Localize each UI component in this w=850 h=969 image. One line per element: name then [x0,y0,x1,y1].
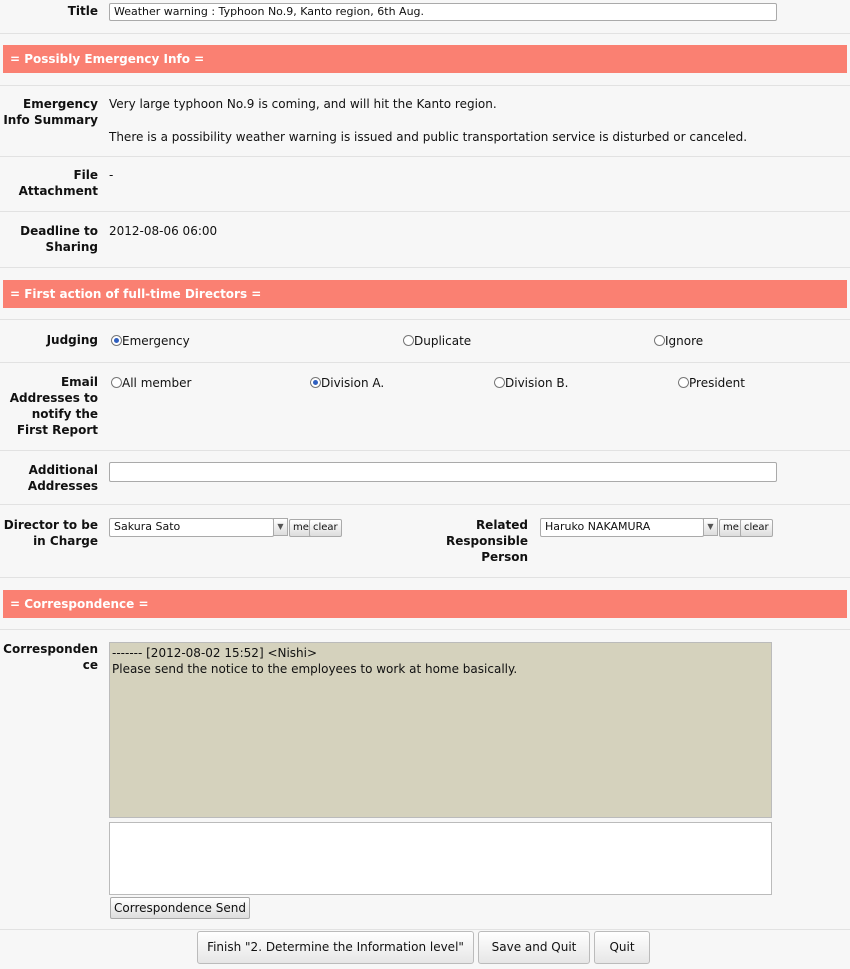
deadline-row [0,212,850,268]
file-row [0,156,850,212]
radio-dot-icon [678,377,689,388]
title-label: Title [67,4,98,18]
radio-dot-icon [111,377,122,388]
email-row [0,362,850,451]
radio-division-b[interactable] [494,375,568,391]
radio-ignore[interactable] [654,333,703,349]
chevron-down-icon[interactable]: ▼ [273,518,288,536]
section-first-action: = First action of full-time Directors = [3,280,847,308]
radio-dot-icon [654,335,665,346]
radio-label: All member [122,376,192,390]
additional-row [0,451,850,505]
correspondence-textarea[interactable] [109,822,772,895]
radio-division-a[interactable] [310,375,384,391]
log-header: ------- [2012-08-02 15:52] <Nishi> [112,646,318,660]
file-value: - [109,168,114,182]
related-select[interactable]: Haruko NAKAMURA [540,518,704,537]
additional-input[interactable] [109,462,777,482]
director-select[interactable]: Sakura Sato [109,518,274,537]
radio-dot-icon [310,377,321,388]
summary-row [0,85,850,157]
director-clear-button[interactable]: clear [309,519,342,537]
file-label: File Attachment [18,168,98,198]
related-label: Related Responsible Person [446,518,528,564]
related-me-button[interactable]: me [719,519,743,537]
judging-row [0,319,850,363]
radio-label: Emergency [122,334,190,348]
deadline-value: 2012-08-06 06:00 [109,224,218,238]
radio-label: Ignore [665,334,704,348]
radio-dot-icon [403,335,414,346]
deadline-label: Deadline to Sharing [20,224,98,254]
correspondence-send-button[interactable]: Correspondence Send [110,897,250,919]
summary-line2: There is a possibility weather warning is issued and public transportation service is disturbed or canceled. [109,130,748,144]
radio-emergency[interactable] [111,333,190,349]
chevron-down-icon[interactable]: ▼ [703,518,718,536]
radio-label: President [689,376,745,390]
related-clear-button[interactable]: clear [740,519,773,537]
radio-dot-icon [111,335,122,346]
summary-line1: Very large typhoon No.9 is coming, and will hit the Kanto region. [109,97,497,111]
radio-president[interactable] [678,375,745,391]
quit-button[interactable]: Quit [594,931,650,964]
title-input[interactable]: Weather warning : Typhoon No.9, Kanto region, 6th Aug. [109,3,777,21]
director-label: Director to be in Charge [3,518,98,548]
log-body: Please send the notice to the employees to work at home basically. [112,662,518,676]
radio-duplicate[interactable] [403,333,471,349]
director-me-button[interactable]: me [289,519,313,537]
radio-label: Division A. [321,376,385,390]
finish-button[interactable]: Finish "2. Determine the Information level" [197,931,474,964]
section-correspondence: = Correspondence = [3,590,847,618]
title-row [0,0,850,34]
section-emergency: = Possibly Emergency Info = [3,45,847,73]
save-quit-button[interactable]: Save and Quit [478,931,590,964]
radio-label: Duplicate [414,334,472,348]
email-label: Email Addresses to notify the First Report [9,375,98,437]
additional-label: Additional Addresses [27,463,98,493]
correspondence-log [109,642,772,818]
radio-all-member[interactable] [111,375,191,391]
director-row [0,505,850,578]
radio-dot-icon [494,377,505,388]
correspondence-label: Correspondence [3,642,98,672]
radio-label: Division B. [505,376,569,390]
judging-label: Judging [46,333,98,347]
summary-label: Emergency Info Summary [3,97,98,127]
correspondence-row [0,629,850,930]
